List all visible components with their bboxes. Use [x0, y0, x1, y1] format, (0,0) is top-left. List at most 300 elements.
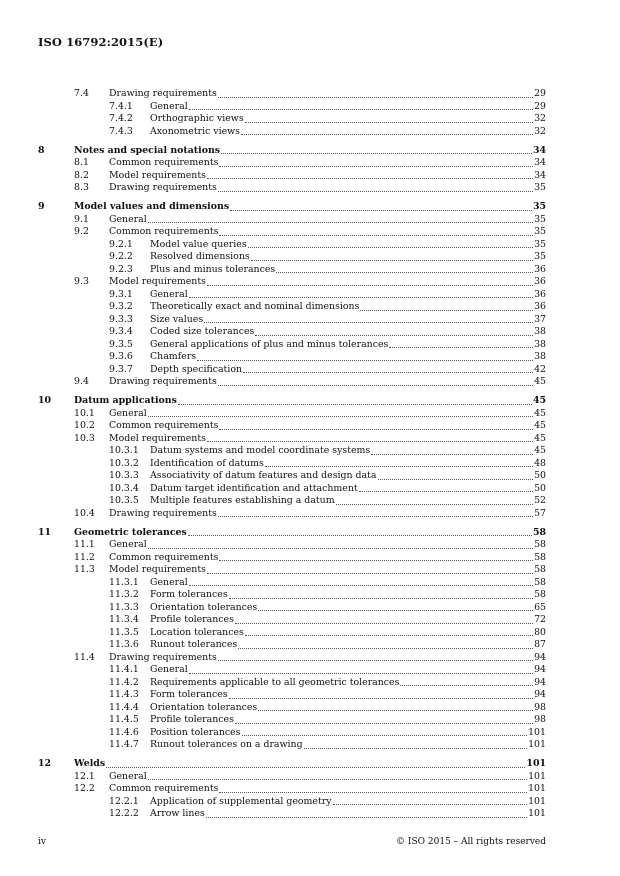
toc-subclause[interactable]: [38, 157, 546, 170]
dot-leader: [197, 359, 533, 361]
dot-leader: [238, 647, 533, 649]
toc-page-number: 42: [534, 363, 546, 375]
toc-entry-number: 12.2.1: [109, 795, 139, 807]
toc-entry-number: 11.3.5: [109, 626, 139, 638]
toc-entry-title: Requirements applicable to all geometric tolerances: [150, 676, 400, 688]
toc-subsubclause[interactable]: [38, 808, 546, 821]
toc-subsubclause[interactable]: [38, 714, 546, 727]
toc-page-number: 45: [534, 420, 546, 431]
toc-entry-title: General: [150, 576, 188, 588]
toc-subsubclause[interactable]: [38, 264, 546, 277]
dot-leader: [371, 453, 533, 455]
toc-subclause[interactable]: [38, 170, 546, 183]
dot-leader: [207, 177, 533, 179]
toc-page-number: 35: [534, 251, 546, 262]
toc-entry-title: Profile tolerances: [150, 714, 234, 725]
toc-subclause[interactable]: [38, 88, 546, 101]
toc-subsubclause[interactable]: [38, 126, 546, 139]
toc-subsubclause[interactable]: [38, 445, 546, 458]
dot-leader: [251, 259, 533, 261]
toc-entry: [150, 339, 546, 352]
toc-entry-title: Model requirements: [109, 564, 206, 575]
toc-entry-title: General: [109, 407, 147, 419]
toc-subclause[interactable]: [38, 508, 546, 521]
toc-page-number: 98: [534, 701, 546, 713]
toc-entry: [109, 539, 546, 552]
toc-subclause[interactable]: [38, 376, 546, 389]
dot-leader: [189, 584, 533, 586]
toc-entry: [150, 602, 546, 615]
toc-entry-title: Depth specification: [150, 363, 243, 375]
toc-entry: [109, 433, 546, 446]
toc-entry-number: 11.4.7: [109, 739, 139, 750]
toc-entry-title: General: [109, 770, 147, 782]
toc-entry-title: Chamfers: [150, 351, 197, 362]
dot-leader: [207, 572, 533, 574]
toc-entry-title: Model requirements: [109, 432, 206, 444]
toc-subclause[interactable]: [38, 539, 546, 552]
toc-entry-title: General applications of plus and minus tolerances: [150, 338, 389, 350]
toc-page-number: 50: [534, 482, 546, 494]
toc-subclause[interactable]: [38, 420, 546, 433]
toc-page-number: 58: [534, 576, 546, 588]
toc-entry-number: 10: [38, 395, 52, 406]
toc-entry-number: 11.4: [74, 651, 95, 663]
dot-leader: [207, 284, 533, 286]
toc-entry-number: 9.2.1: [109, 238, 133, 250]
dot-leader: [219, 559, 533, 561]
toc-entry-number: 11.4.4: [109, 701, 139, 713]
toc-page-number: 34: [534, 169, 546, 181]
toc-page-number: 101: [528, 726, 546, 738]
toc-subsubclause[interactable]: [38, 702, 546, 715]
dot-leader: [242, 734, 528, 736]
toc-subclause[interactable]: [38, 214, 546, 227]
toc-entry-title: Runout tolerances on a drawing: [150, 739, 303, 750]
toc-page-number: 35: [534, 238, 546, 250]
toc-entry: [150, 727, 546, 740]
toc-entry: [150, 126, 546, 139]
toc-entry-number: 9.4: [74, 376, 89, 387]
toc-subsubclause[interactable]: [38, 664, 546, 677]
toc-entry-number: 9.2.3: [109, 263, 133, 275]
toc-subsubclause[interactable]: [38, 470, 546, 483]
toc-entry-number: 10.3.2: [109, 457, 139, 469]
toc-page-number: 34: [532, 144, 546, 156]
toc-entry: [74, 395, 546, 408]
toc-entry: [150, 364, 546, 377]
toc-entry: [150, 677, 546, 690]
toc-subsubclause[interactable]: [38, 727, 546, 740]
dot-leader: [229, 597, 533, 599]
toc-page-number: 101: [528, 795, 546, 807]
toc-page-number: 58: [532, 526, 546, 538]
toc-subclause[interactable]: [38, 433, 546, 446]
dot-leader: [219, 165, 533, 167]
toc-entry-number: 10.3.3: [109, 470, 139, 481]
dot-leader: [148, 547, 533, 549]
toc-page-number: 36: [534, 263, 546, 275]
toc-entry-number: 12: [38, 758, 52, 769]
dot-leader: [258, 609, 533, 611]
toc-entry-title: Drawing requirements: [109, 651, 217, 663]
toc-page-number: 94: [534, 651, 546, 663]
toc-page-number: 36: [534, 301, 546, 312]
toc-entry-title: Common requirements: [109, 551, 219, 563]
dot-leader: [378, 478, 534, 480]
toc-entry: [150, 639, 546, 652]
toc-entry: [150, 627, 546, 640]
toc-page-number: 35: [534, 213, 546, 225]
toc-entry-number: 11.3: [74, 564, 95, 575]
dot-leader: [248, 246, 533, 248]
toc-subsubclause[interactable]: [38, 677, 546, 690]
toc-entry-title: General: [109, 213, 147, 225]
toc-page-number: 36: [534, 276, 546, 287]
toc-entry-title: Common requirements: [109, 226, 219, 237]
toc-entry-title: Geometric tolerances: [74, 526, 187, 538]
toc-entry: [109, 226, 546, 239]
toc-entry-number: 7.4.2: [109, 113, 133, 124]
toc-subsubclause[interactable]: [38, 689, 546, 702]
toc-page-number: 37: [534, 313, 546, 325]
toc-entry-title: General: [150, 664, 188, 675]
dot-leader: [218, 96, 533, 98]
toc-subsubclause[interactable]: [38, 113, 546, 126]
dot-leader: [204, 321, 533, 323]
toc-entry-number: 10.3.4: [109, 482, 139, 494]
toc-entry: [150, 351, 546, 364]
toc-subsubclause[interactable]: [38, 289, 546, 302]
toc-entry-number: 12.2.2: [109, 808, 139, 819]
toc-entry: [150, 714, 546, 727]
dot-leader: [235, 622, 533, 624]
toc-entry-number: 10.4: [74, 507, 95, 519]
toc-entry-title: Datum applications: [74, 395, 177, 406]
dot-leader: [229, 697, 533, 699]
toc-entry-number: 11.3.4: [109, 614, 139, 625]
dot-leader: [219, 428, 533, 430]
toc-subclause[interactable]: [38, 408, 546, 421]
toc-entry-title: Orthographic views: [150, 113, 244, 124]
toc-entry: [150, 458, 546, 471]
dot-leader: [245, 121, 533, 123]
toc-entry-title: Model requirements: [109, 169, 206, 181]
toc-entry-title: Form tolerances: [150, 589, 228, 600]
toc-entry-number: 8: [38, 144, 45, 156]
toc-entry-title: General: [150, 288, 188, 300]
toc-entry: [109, 157, 546, 170]
toc-entry-title: Common requirements: [109, 420, 219, 431]
dot-leader: [148, 778, 527, 780]
toc-subclause[interactable]: [38, 771, 546, 784]
toc-page-number: 87: [534, 639, 546, 650]
toc-entry-title: Size values: [150, 313, 204, 325]
toc-subsubclause[interactable]: [38, 602, 546, 615]
dot-leader: [221, 152, 532, 154]
toc-page-number: 101: [528, 808, 546, 819]
toc-entry: [150, 577, 546, 590]
toc-entry-number: 11.3.1: [109, 576, 139, 588]
toc-page-number: 34: [534, 157, 546, 168]
toc-entry-number: 9.3: [74, 276, 89, 287]
toc-entry: [109, 420, 546, 433]
toc-entry-title: Common requirements: [109, 783, 219, 794]
dot-leader: [189, 296, 533, 298]
toc-entry-number: 8.1: [74, 157, 89, 168]
toc-entry-number: 11.4.1: [109, 664, 139, 675]
toc-entry-number: 12.1: [74, 770, 95, 782]
toc-subclause[interactable]: [38, 276, 546, 289]
toc-entry-title: Location tolerances: [150, 626, 244, 638]
toc-entry: [150, 289, 546, 302]
toc-entry-title: General: [109, 539, 147, 550]
toc-clause[interactable]: [38, 527, 546, 540]
toc-page-number: 29: [534, 100, 546, 112]
toc-page-number: 101: [526, 758, 546, 769]
toc-subsubclause[interactable]: [38, 364, 546, 377]
dot-leader: [230, 209, 532, 211]
toc-clause[interactable]: [38, 395, 546, 408]
toc-page-number: 58: [534, 564, 546, 575]
toc-entry-title: Drawing requirements: [109, 376, 217, 387]
toc-entry-number: 8.2: [74, 169, 89, 181]
toc-clause[interactable]: [38, 758, 546, 771]
toc-subsubclause[interactable]: [38, 639, 546, 652]
toc-entry-number: 9.3.4: [109, 326, 133, 337]
toc-entry-number: 11.4.6: [109, 726, 139, 738]
toc-page-number: 101: [528, 739, 546, 750]
toc-entry: [109, 552, 546, 565]
toc-subclause[interactable]: [38, 552, 546, 565]
toc-subsubclause[interactable]: [38, 314, 546, 327]
toc-entry-title: Application of supplemental geometry: [150, 795, 332, 807]
toc-entry-number: 11.3.6: [109, 639, 139, 650]
toc-entry-title: Orientation tolerances: [150, 601, 258, 613]
toc-entry-number: 9.2: [74, 226, 89, 237]
toc-entry-title: Runout tolerances: [150, 639, 238, 650]
toc-entry-number: 11.4.5: [109, 714, 139, 725]
toc-entry-title: Coded size tolerances: [150, 326, 255, 337]
toc-page-number: 38: [534, 338, 546, 350]
dot-leader: [245, 634, 533, 636]
toc-subclause[interactable]: [38, 226, 546, 239]
toc-entry-title: Welds: [74, 758, 106, 769]
toc-entry-title: Theoretically exact and nominal dimensions: [150, 301, 360, 312]
toc-page-number: 94: [534, 676, 546, 688]
toc-entry-number: 11.4.2: [109, 676, 139, 688]
toc-subsubclause[interactable]: [38, 326, 546, 339]
toc-entry-number: 10.3: [74, 432, 95, 444]
toc-page-number: 101: [528, 770, 546, 782]
toc-entry: [150, 689, 546, 702]
toc-subsubclause[interactable]: [38, 458, 546, 471]
toc-page-number: 45: [534, 407, 546, 419]
toc-page-number: 57: [534, 507, 546, 519]
toc-entry: [150, 326, 546, 339]
toc-entry: [150, 301, 546, 314]
toc-entry-number: 11.4.3: [109, 689, 139, 700]
toc-entry-title: Arrow lines: [150, 808, 205, 819]
dot-leader: [206, 816, 527, 818]
toc-entry: [109, 564, 546, 577]
toc-entry-number: 9: [38, 201, 45, 212]
toc-entry-number: 10.3.5: [109, 495, 139, 506]
toc-entry: [74, 758, 546, 771]
toc-subclause[interactable]: [38, 182, 546, 195]
toc-entry: [150, 664, 546, 677]
toc-entry-number: 9.3.5: [109, 338, 133, 350]
toc-page-number: 45: [534, 445, 546, 456]
dot-leader: [218, 659, 533, 661]
toc-entry: [150, 251, 546, 264]
dot-leader: [189, 672, 533, 674]
toc-clause[interactable]: [38, 201, 546, 214]
toc-entry: [109, 276, 546, 289]
toc-entry: [150, 483, 546, 496]
toc-entry: [74, 145, 546, 158]
toc-entry: [150, 702, 546, 715]
toc-entry-number: 9.1: [74, 213, 89, 225]
toc-entry-number: 7.4: [74, 88, 89, 99]
toc-page-number: 38: [534, 351, 546, 362]
toc-entry-title: Plus and minus tolerances: [150, 263, 276, 275]
toc-entry-number: 9.3.3: [109, 313, 133, 325]
dot-leader: [188, 534, 532, 536]
toc-entry: [150, 470, 546, 483]
toc-entry-number: 9.2.2: [109, 251, 133, 262]
toc-subsubclause[interactable]: [38, 339, 546, 352]
toc-entry: [150, 101, 546, 114]
toc-page-number: 35: [534, 226, 546, 237]
toc-entry: [150, 796, 546, 809]
toc-entry-number: 11.3.3: [109, 601, 139, 613]
toc-subsubclause[interactable]: [38, 627, 546, 640]
toc-page-number: 32: [534, 125, 546, 137]
dot-leader: [265, 465, 533, 467]
toc-page-number: 50: [534, 470, 546, 481]
toc-entry: [150, 314, 546, 327]
toc-entry-title: Resolved dimensions: [150, 251, 250, 262]
toc-entry: [74, 201, 546, 214]
toc-subsubclause[interactable]: [38, 239, 546, 252]
dot-leader: [389, 346, 533, 348]
toc-entry-number: 11.1: [74, 539, 95, 550]
toc-subsubclause[interactable]: [38, 251, 546, 264]
dot-leader: [333, 803, 528, 805]
toc-page-number: 36: [534, 288, 546, 300]
toc-subclause[interactable]: [38, 564, 546, 577]
toc-page-number: 45: [534, 376, 546, 387]
toc-entry-title: Common requirements: [109, 157, 219, 168]
toc-page-number: 58: [534, 589, 546, 600]
toc-entry-number: 8.3: [74, 182, 89, 193]
dot-leader: [255, 334, 533, 336]
toc-entry-title: Profile tolerances: [150, 614, 234, 625]
toc-entry: [150, 113, 546, 126]
toc-subclause[interactable]: [38, 652, 546, 665]
toc-entry-title: Drawing requirements: [109, 88, 217, 99]
toc-page-number: 65: [534, 601, 546, 613]
toc-entry: [150, 614, 546, 627]
dot-leader: [400, 684, 533, 686]
toc-subsubclause[interactable]: [38, 301, 546, 314]
dot-leader: [241, 133, 533, 135]
dot-leader: [106, 766, 525, 768]
toc-subsubclause[interactable]: [38, 351, 546, 364]
toc-page-number: 94: [534, 689, 546, 700]
toc-entry: [109, 771, 546, 784]
toc-subsubclause[interactable]: [38, 614, 546, 627]
toc-entry-title: Datum systems and model coordinate systems: [150, 445, 371, 456]
dot-leader: [360, 309, 533, 311]
toc-page-number: 45: [532, 395, 546, 406]
toc-entry-title: Notes and special notations: [74, 144, 221, 156]
toc-entry-title: Form tolerances: [150, 689, 228, 700]
toc-entry: [150, 264, 546, 277]
toc-subsubclause[interactable]: [38, 589, 546, 602]
toc-entry-title: Model requirements: [109, 276, 206, 287]
dot-leader: [178, 403, 532, 405]
toc-page-number: 35: [532, 201, 546, 212]
toc-entry: [150, 495, 546, 508]
toc-subclause[interactable]: [38, 783, 546, 796]
toc-entry-title: Identification of datums: [150, 457, 264, 469]
toc-entry-title: Datum target identification and attachment: [150, 482, 358, 494]
dot-leader: [336, 503, 533, 505]
toc-entry: [150, 445, 546, 458]
toc-subsubclause[interactable]: [38, 101, 546, 114]
toc-entry: [109, 408, 546, 421]
toc-page-number: 72: [534, 614, 546, 625]
toc-entry: [109, 783, 546, 796]
toc-entry: [74, 527, 546, 540]
toc-entry-title: Multiple features establishing a datum: [150, 495, 335, 506]
dot-leader: [218, 384, 533, 386]
toc-entry-number: 9.3.2: [109, 301, 133, 312]
toc-subsubclause[interactable]: [38, 495, 546, 508]
toc-clause[interactable]: [38, 145, 546, 158]
toc-entry-number: 9.3.6: [109, 351, 133, 362]
dot-leader: [304, 747, 528, 749]
dot-leader: [258, 709, 533, 711]
toc-subsubclause[interactable]: [38, 796, 546, 809]
toc-page-number: 58: [534, 551, 546, 563]
toc-entry-number: 10.2: [74, 420, 95, 431]
toc-entry: [150, 739, 546, 752]
dot-leader: [235, 722, 533, 724]
toc-entry-title: Model values and dimensions: [74, 201, 230, 212]
toc-page-number: 48: [534, 457, 546, 469]
toc-subsubclause[interactable]: [38, 739, 546, 752]
dot-leader: [219, 791, 527, 793]
toc-entry-title: General: [150, 100, 188, 112]
toc-entry-number: 10.3.1: [109, 445, 139, 456]
toc-entry: [150, 239, 546, 252]
dot-leader: [276, 271, 533, 273]
dot-leader: [148, 221, 533, 223]
toc-entry-title: Drawing requirements: [109, 182, 217, 193]
toc-subsubclause[interactable]: [38, 577, 546, 590]
toc-page-number: 80: [534, 626, 546, 638]
toc-entry-title: Model value queries: [150, 238, 247, 250]
toc-page-number: 98: [534, 714, 546, 725]
toc-subsubclause[interactable]: [38, 483, 546, 496]
toc-entry-title: Position tolerances: [150, 726, 241, 738]
toc-entry-number: 11.3.2: [109, 589, 139, 600]
toc-page-number: 35: [534, 182, 546, 193]
toc-entry: [109, 182, 546, 195]
